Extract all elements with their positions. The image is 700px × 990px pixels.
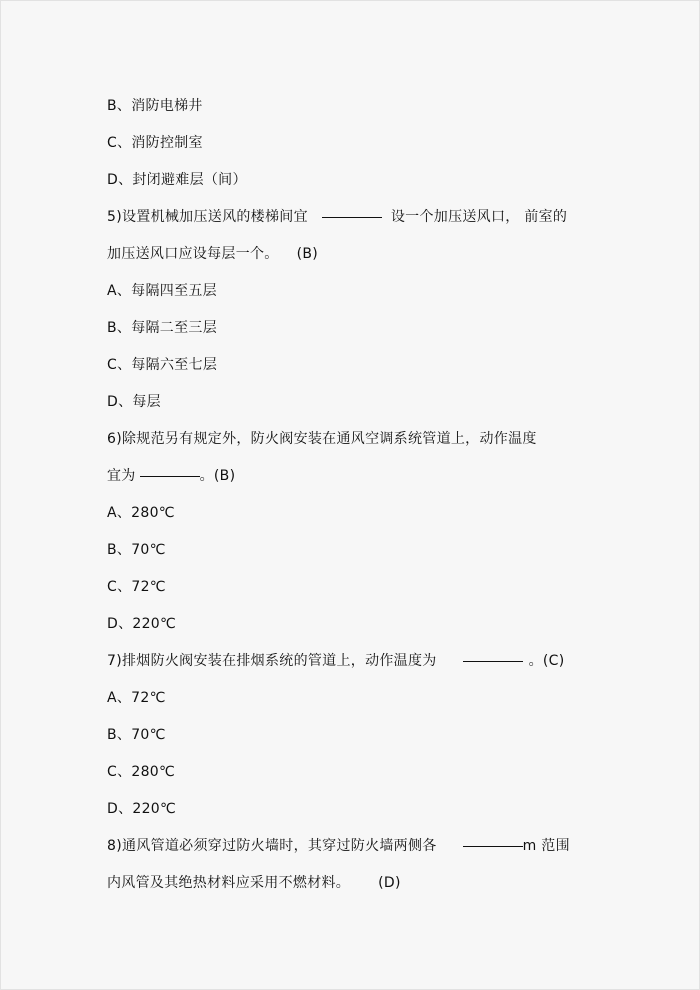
q5-option-c: C、每隔六至七层 — [107, 357, 218, 373]
q7-option-c: C、280℃ — [107, 764, 176, 780]
q6-answer-blank — [140, 475, 200, 477]
q8-line-2 — [107, 865, 607, 902]
q4-option-b: B、消防电梯井 — [107, 98, 203, 114]
q7-answer-blank — [463, 660, 523, 662]
q7-option-a: A、72℃ — [107, 690, 166, 706]
q8-text-after-blank: m 范围 — [522, 838, 570, 854]
q8-answer-blank — [463, 845, 523, 847]
q6-option-a: A、280℃ — [107, 505, 175, 521]
q5-option-a: A、每隔四至五层 — [107, 283, 217, 299]
question-list — [107, 88, 607, 902]
q5-option-b: B、每隔二至三层 — [107, 320, 218, 336]
q7-option-b: B、70℃ — [107, 727, 166, 743]
q6-text-before-blank: 宜为 — [107, 468, 136, 484]
q6-text-after-blank: 。(B) — [199, 468, 236, 484]
q7-text-before-blank: 7)排烟防火阀安装在排烟系统的管道上，动作温度为 — [107, 653, 437, 669]
q4-option-d: D、封闭避难层（间） — [107, 172, 247, 188]
q5-text-before-blank: 5)设置机械加压送风的楼梯间宜 — [107, 209, 308, 225]
q8-answer: (D) — [378, 875, 401, 891]
q5-answer-blank — [322, 216, 382, 218]
q5-line-2 — [107, 236, 607, 273]
q6-line-2 — [107, 458, 607, 495]
q7-text-after-blank: 。(C) — [528, 653, 565, 669]
q7-option-d: D、220℃ — [107, 801, 177, 817]
q5-option-d: D、每层 — [107, 394, 161, 410]
q8-line-2-text: 内风管及其绝热材料应采用不燃材料。 — [107, 875, 351, 891]
q6-option-b: B、70℃ — [107, 542, 166, 558]
q6-option-c: C、72℃ — [107, 579, 166, 595]
q4-option-c: C、消防控制室 — [107, 135, 203, 151]
q5-text-after-blank: 设一个加压送风口， 前室的 — [390, 209, 568, 225]
q5-line-2-text: 加压送风口应设每层一个。 — [107, 246, 279, 262]
q5-answer: (B) — [296, 246, 319, 262]
q6-option-d: D、220℃ — [107, 616, 177, 632]
q6-line-1: 6)除规范另有规定外，防火阀安装在通风空调系统管道上，动作温度 — [107, 431, 537, 447]
q8-line-1 — [107, 828, 607, 865]
q7-line-1 — [107, 643, 607, 680]
q8-text-before-blank: 8)通风管道必须穿过防火墙时，其穿过防火墙两侧各 — [107, 838, 437, 854]
q5-line-1 — [107, 199, 607, 236]
